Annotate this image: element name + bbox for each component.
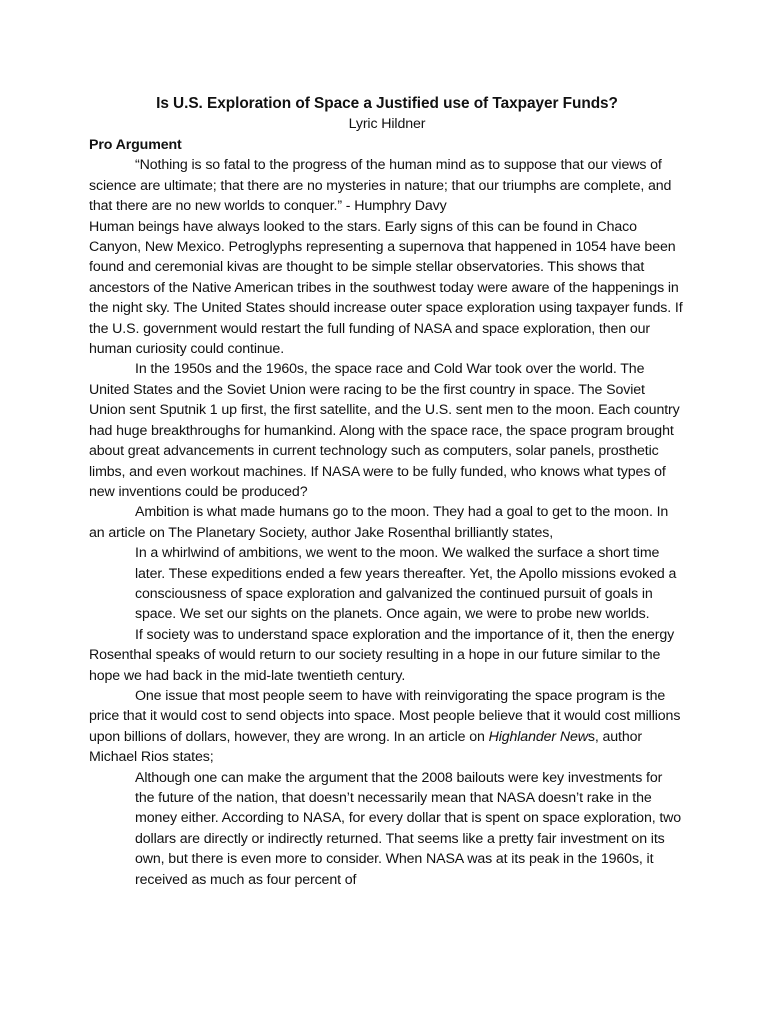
block-quote: Although one can make the argument that the 2008 bailouts were key investments for the future of the nation, that doesn’t necessarily mean that NASA doesn’t rake in the money either. According to NASA, for every dollar that is spent on space exploration, two dollars are directly or indirectly returned. That seems like a pretty fair investment on its own, but there is even more to consider. When NASA was at its peak in the 1960s, it received as much as four percent of	[135, 769, 682, 888]
document-author: Lyric Hildner	[348, 116, 426, 132]
opening-quote-paragraph: “Nothing is so fatal to the progress of the human mind as to suppose that our views of science are ultimate; that there are no mysteries in nature; that our triumphs are complete, and that there are no new worlds to conquer.” - Humphry Davy	[89, 157, 672, 215]
document-body	[89, 93, 685, 890]
block-quote: In a whirlwind of ambitions, we went to the moon. We walked the surface a short time later. These expeditions ended a few years thereafter. Yet, the Apollo missions evoked a consciousness of space exploration and galvanized the continued pursuit of goals in space. We set our sights on the planets. Once again, we were to probe new worlds.	[135, 545, 677, 623]
body-paragraph: Ambition is what made humans go to the moon. They had a goal to get to the moon. In an article on The Planetary Society, author Jake Rosenthal brilliantly states,	[89, 504, 669, 541]
paragraph-text: s, author Michael Rios states;	[89, 728, 642, 766]
document-title: Is U.S. Exploration of Space a Justified use of Taxpayer Funds?	[156, 95, 618, 112]
body-paragraph	[89, 686, 685, 768]
paragraph-text: One issue that most people seem to have with reinvigorating the space program is the price that it would cost to send objects into space. Most people believe that it would cost millions upon billions of dollars, however, they are wrong. In an article on	[89, 687, 681, 745]
body-paragraph: Human beings have always looked to the stars. Early signs of this can be found in Chaco Canyon, New Mexico. Petroglyphs representing a supernova that happened in 1054 have been found and ceremonial kivas are thought to be simple stellar observatories. This shows that ancestors of the Native American tribes in the southwest today were aware of the happenings in the night sky. The United States should increase outer space exploration using taxpayer funds. If the U.S. government would restart the full funding of NASA and space exploration, then our human curiosity could continue.	[89, 218, 683, 358]
publication-title: Highlander New	[488, 728, 588, 745]
section-heading: Pro Argument	[89, 137, 182, 153]
body-paragraph: In the 1950s and the 1960s, the space race and Cold War took over the world. The United States and the Soviet Union were racing to be the first country in space. The Soviet Union sent Sputnik 1 up first, the first satellite, and the U.S. sent men to the moon. Each country had huge breakthroughs for humankind. Along with the space race, the space program brought about great advancements in current technology such as computers, solar panels, prosthetic limbs, and even workout machines. If NASA were to be fully funded, who knows what types of new inventions could be produced?	[89, 361, 680, 500]
body-paragraph: If society was to understand space exploration and the importance of it, then the energy Rosenthal speaks of would return to our society resulting in a hope in our future similar to the hope we had back in the mid-late twentieth century.	[89, 626, 675, 684]
